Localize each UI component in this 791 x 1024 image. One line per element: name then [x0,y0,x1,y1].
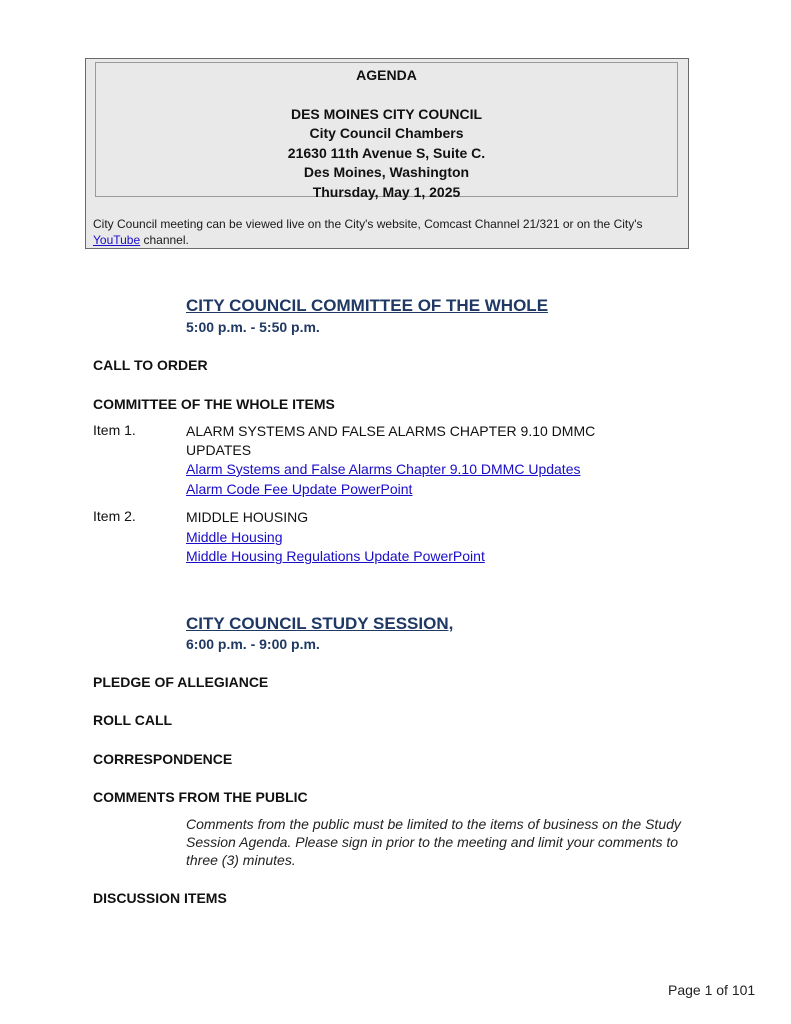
heading-correspondence: CORRESPONDENCE [93,751,233,767]
meeting-date: Thursday, May 1, 2025 [312,183,461,200]
item-number: Item 2. [93,508,136,524]
section-title-committee: CITY COUNCIL COMMITTEE OF THE WHOLE [186,296,549,315]
page-number: Page 1 of 101 [668,982,756,998]
heading-call-to-order: CALL TO ORDER [93,357,208,373]
item-title: ALARM SYSTEMS AND FALSE ALARMS CHAPTER 9.10 DMMC UPDATES [186,423,596,458]
heading-public-comments: COMMENTS FROM THE PUBLIC [93,789,308,805]
agenda-title-block [95,62,678,200]
item-link[interactable]: Alarm Code Fee Update PowerPoint [186,481,413,497]
viewing-note [93,216,683,248]
item-link[interactable]: Alarm Systems and False Alarms Chapter 9.10 DMMC Updates [186,461,581,477]
public-comment-note: Comments from the public must be limited to the items of business on the Study Session Agenda. Please sign in prior to the meeting and limit your comments to three (3) minutes. [186,816,681,868]
heading-discussion-items: DISCUSSION ITEMS [93,890,227,906]
council-name: DES MOINES CITY COUNCIL [290,105,483,122]
item-title: MIDDLE HOUSING [186,509,309,525]
item-link[interactable]: Middle Housing Regulations Update PowerPoint [186,548,485,564]
viewing-note-suffix: channel. [140,233,189,247]
section-time-committee: 5:00 p.m. - 5:50 p.m. [186,319,320,335]
item-number: Item 1. [93,422,136,438]
meeting-location: City Council Chambers [309,125,464,141]
section-title-study-session: CITY COUNCIL STUDY SESSION, [186,614,454,633]
youtube-link[interactable]: YouTube [93,233,141,247]
heading-roll-call: ROLL CALL [93,712,173,728]
agenda-header-box [85,58,689,249]
viewing-note-prefix: City Council meeting can be viewed live on the City's website, Comcast Channel 21/321 or on the City's [93,217,643,231]
agenda-title: AGENDA [356,67,417,83]
section-time-study-session: 6:00 p.m. - 9:00 p.m. [186,636,320,652]
meeting-city: Des Moines, Washington [303,164,470,180]
heading-pledge: PLEDGE OF ALLEGIANCE [93,674,269,690]
meeting-address: 21630 11th Avenue S, Suite C. [287,144,486,161]
heading-committee-items: COMMITTEE OF THE WHOLE ITEMS [93,396,335,412]
item-link[interactable]: Middle Housing [186,529,283,545]
